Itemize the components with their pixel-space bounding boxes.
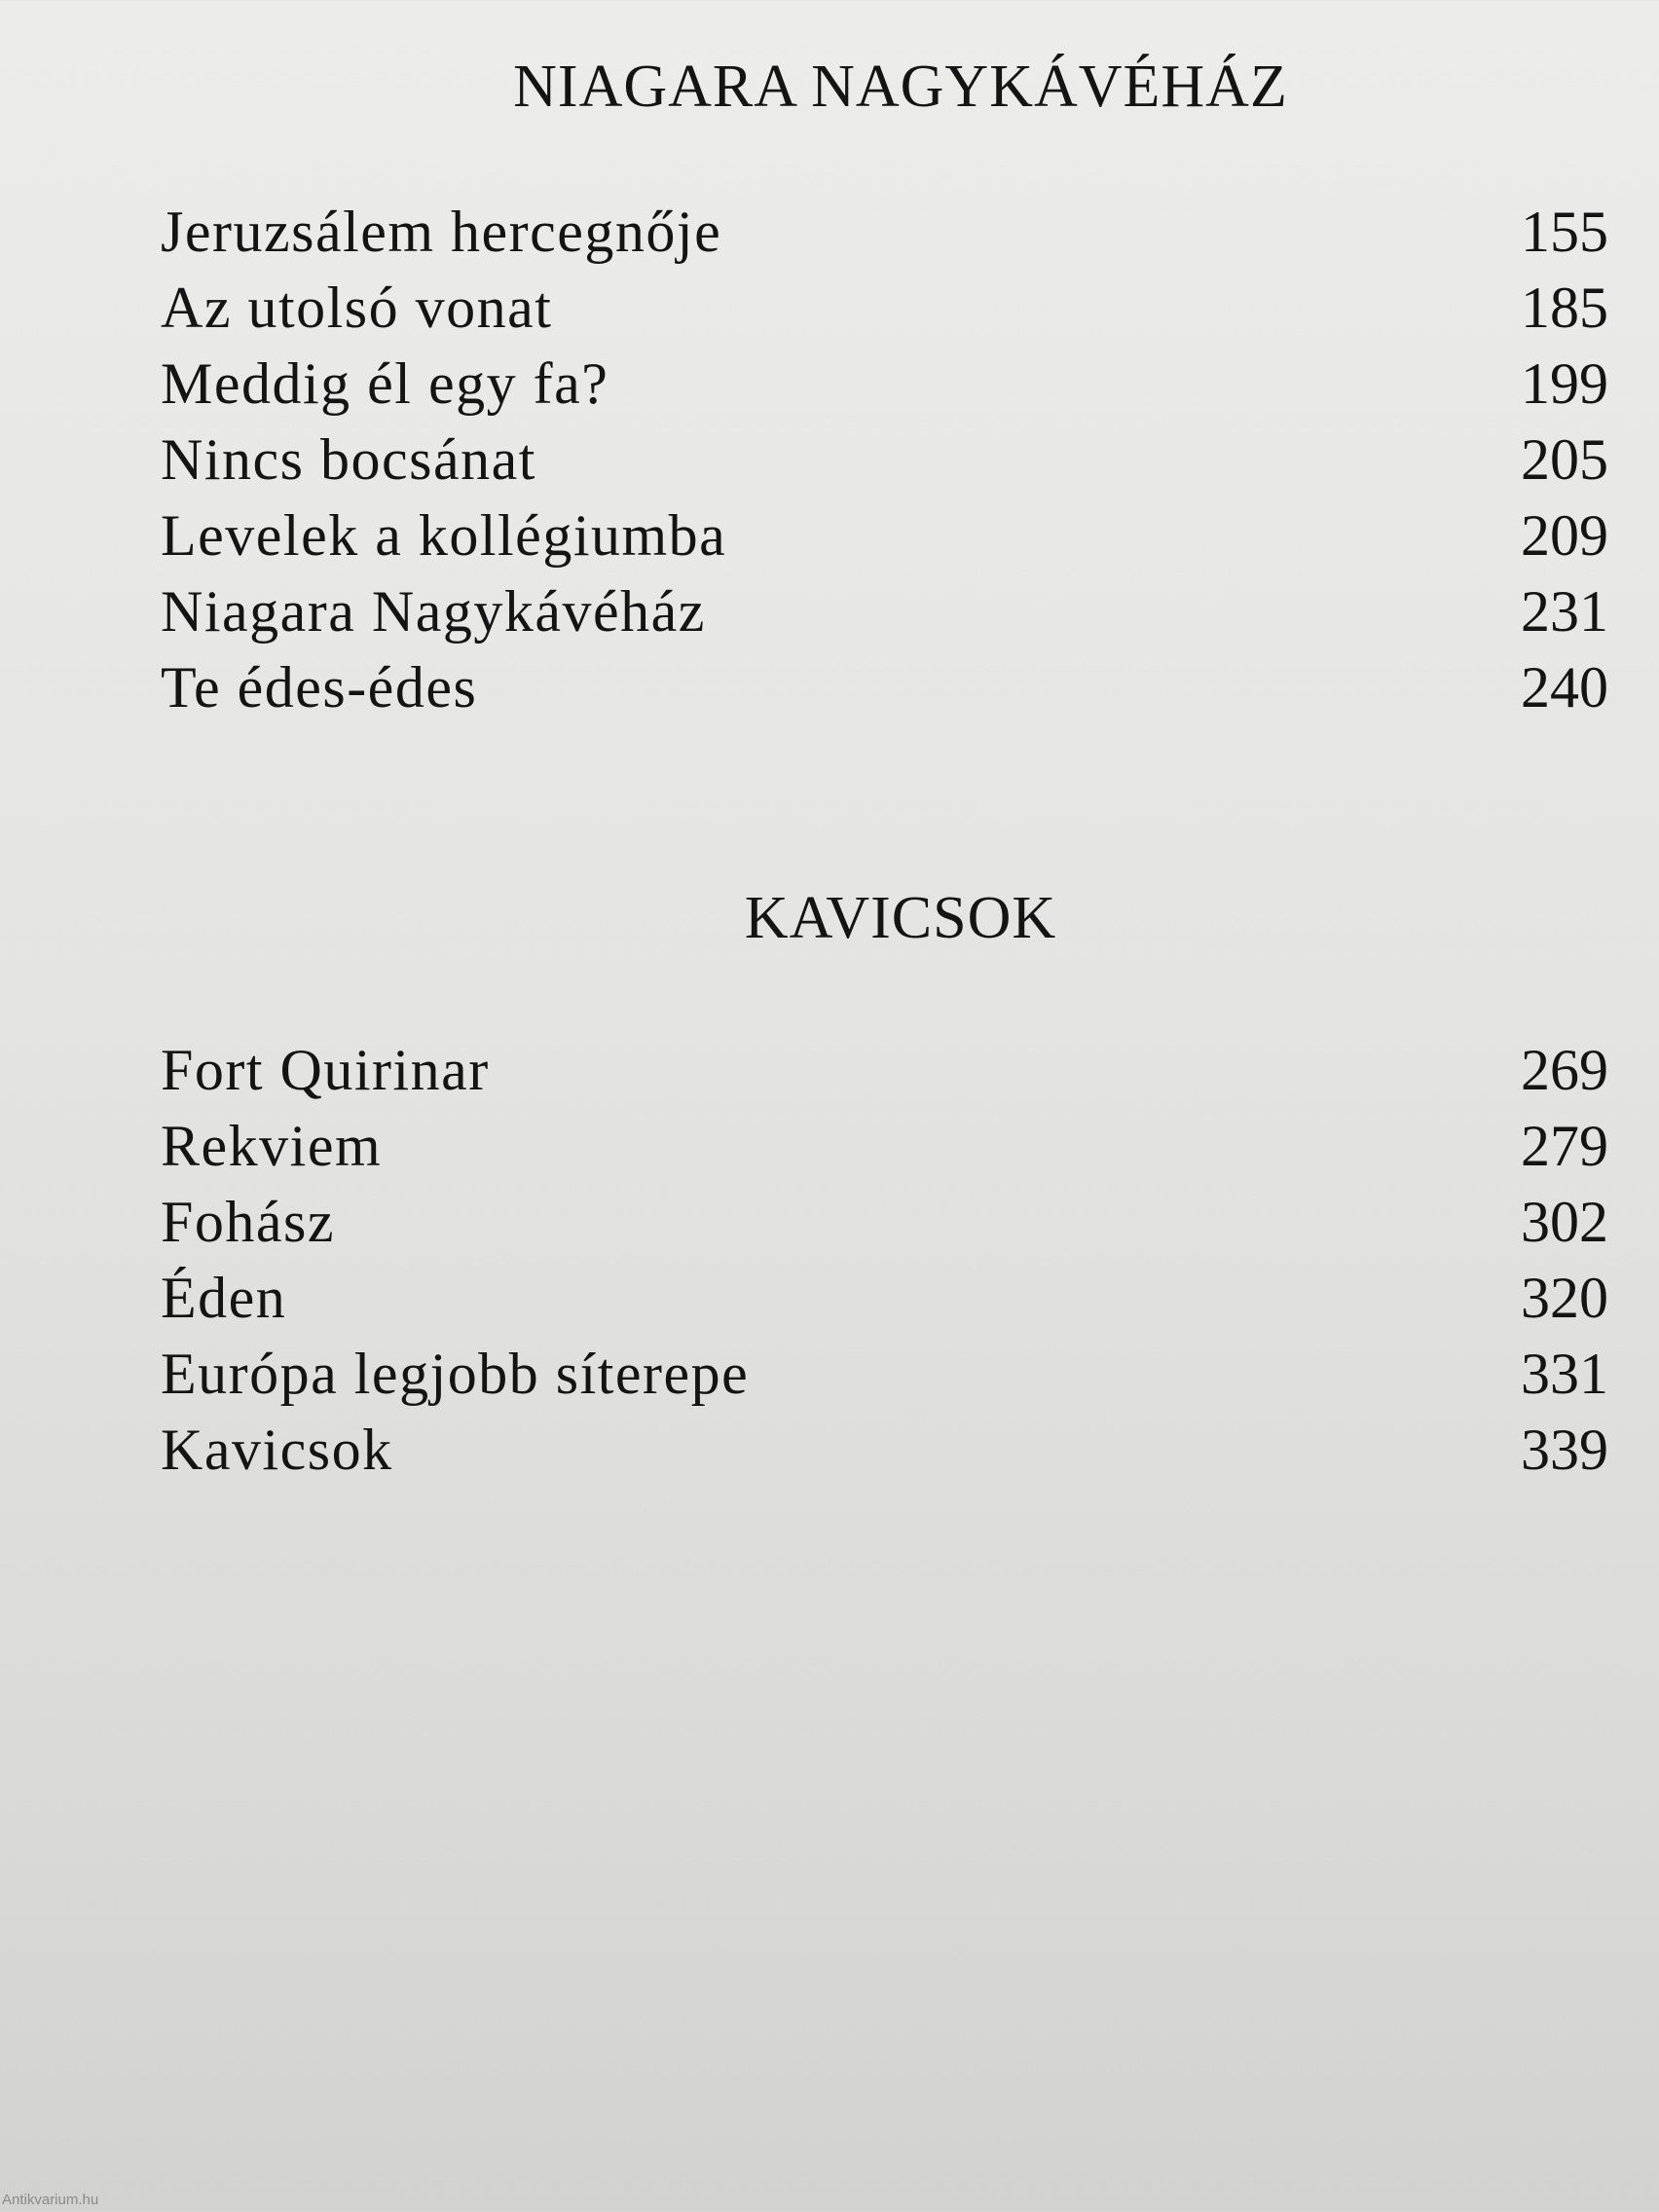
- entry-page-number: 320: [1521, 1266, 1608, 1330]
- toc-entry: [161, 573, 1608, 649]
- entry-title: Az utolsó vonat: [161, 276, 553, 340]
- entry-page-number: 231: [1521, 579, 1608, 644]
- toc-entry: [161, 422, 1608, 498]
- entry-title: Fort Quirinar: [161, 1038, 490, 1102]
- watermark: Antikvarium.hu: [2, 2192, 99, 2208]
- toc-entry: [161, 270, 1608, 346]
- toc-entry: [161, 498, 1608, 573]
- toc-entry: [161, 649, 1608, 725]
- toc-list-kavicsok: [161, 1032, 1608, 1488]
- entry-title: Európa legjobb síterepe: [161, 1342, 750, 1406]
- section-heading-kavicsok: KAVICSOK: [744, 885, 1057, 951]
- entry-page-number: 205: [1521, 427, 1608, 492]
- toc-entry: [161, 194, 1608, 270]
- entry-title: Niagara Nagykávéház: [161, 579, 706, 644]
- entry-page-number: 185: [1521, 276, 1608, 340]
- toc-entry: [161, 1032, 1608, 1108]
- entry-title: Jeruzsálem hercegnője: [161, 200, 722, 264]
- toc-entry: [161, 1260, 1608, 1336]
- entry-title: Éden: [161, 1266, 287, 1330]
- entry-page-number: 331: [1521, 1342, 1608, 1406]
- entry-page-number: 240: [1521, 655, 1608, 719]
- entry-title: Kavicsok: [161, 1418, 393, 1482]
- entry-title: Nincs bocsánat: [161, 427, 536, 492]
- toc-entry: [161, 1108, 1608, 1184]
- entry-title: Levelek a kollégiumba: [161, 503, 727, 568]
- toc-entry: [161, 346, 1608, 422]
- entry-title: Rekviem: [161, 1114, 383, 1178]
- entry-page-number: 269: [1521, 1038, 1608, 1102]
- entry-page-number: 155: [1521, 200, 1608, 264]
- section-heading-niagara: NIAGARA NAGYKÁVÉHÁZ: [513, 54, 1288, 120]
- toc-entry: [161, 1336, 1608, 1412]
- toc-entry: [161, 1412, 1608, 1488]
- entry-title: Fohász: [161, 1190, 335, 1254]
- entry-page-number: 209: [1521, 503, 1608, 568]
- entry-page-number: 302: [1521, 1190, 1608, 1254]
- toc-entry: [161, 1184, 1608, 1260]
- entry-title: Meddig él egy fa?: [161, 351, 609, 416]
- entry-title: Te édes-édes: [161, 655, 478, 719]
- entry-page-number: 199: [1521, 351, 1608, 416]
- entry-page-number: 339: [1521, 1418, 1608, 1482]
- toc-list-niagara: [161, 194, 1608, 725]
- entry-page-number: 279: [1521, 1114, 1608, 1178]
